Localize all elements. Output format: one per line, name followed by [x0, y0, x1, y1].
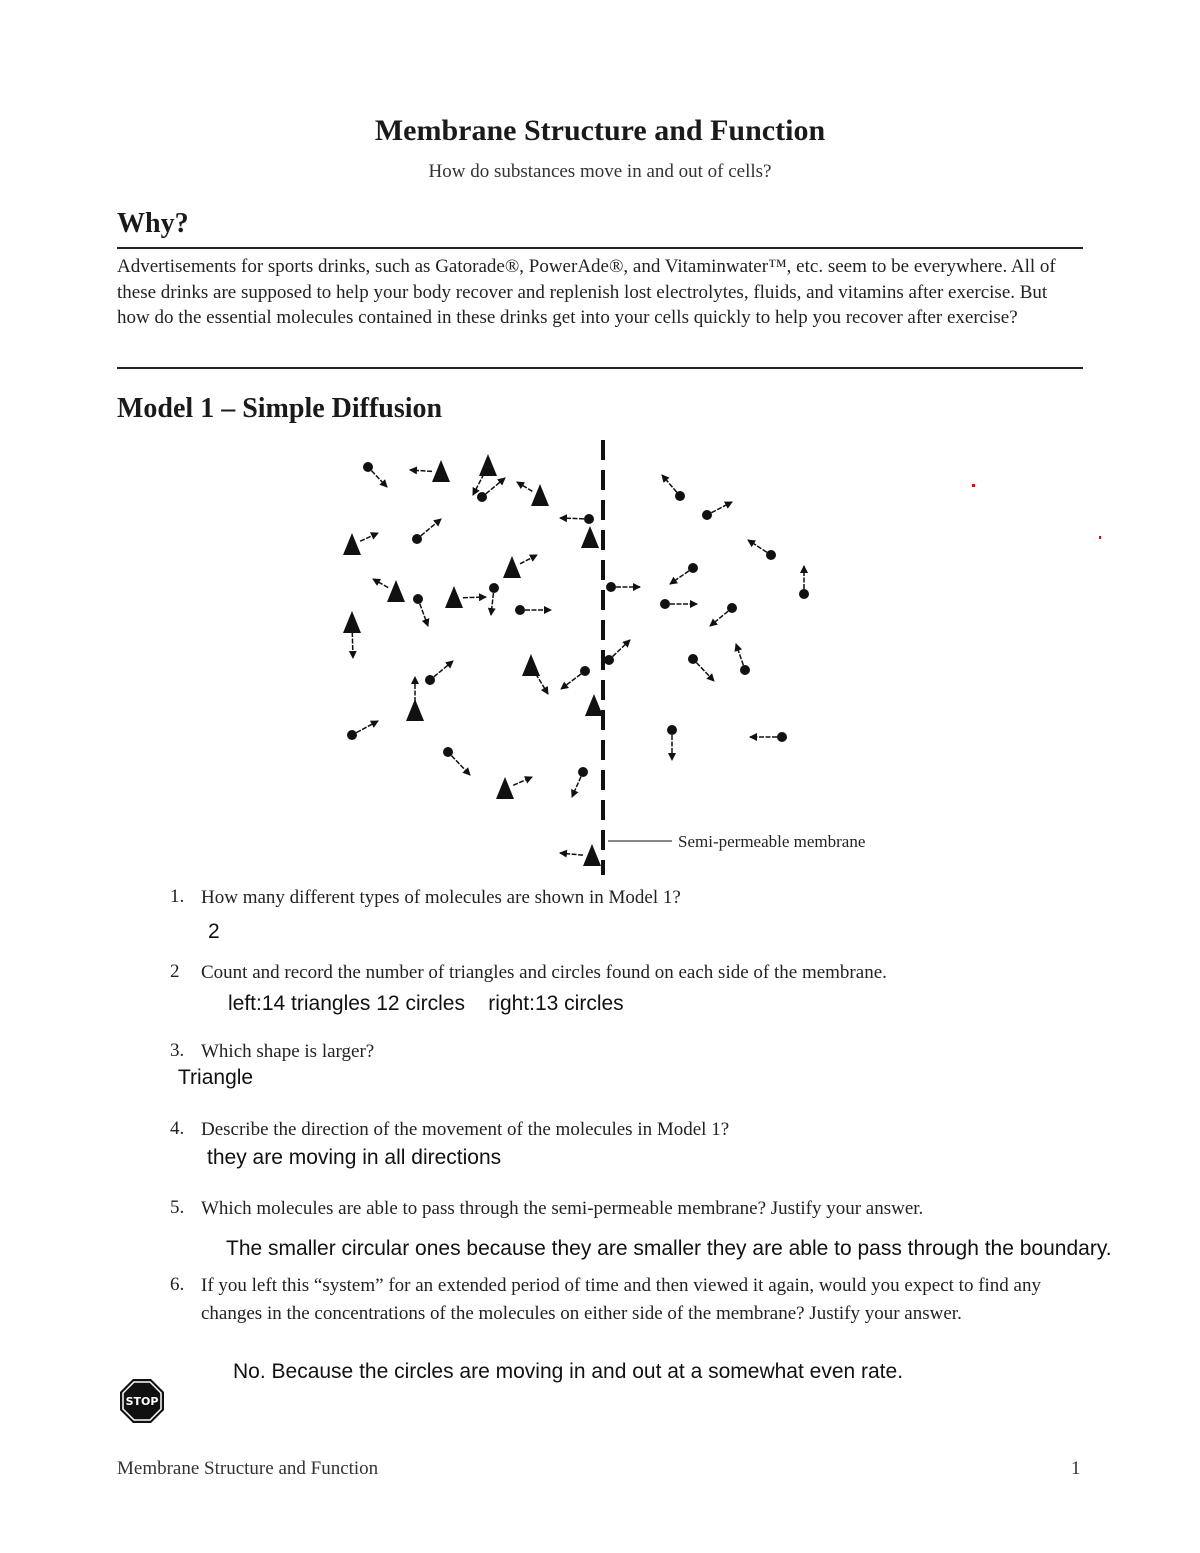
- circle-molecule: [604, 655, 614, 665]
- circle-molecule: [688, 654, 698, 664]
- movement-arrow: [613, 640, 630, 657]
- movement-arrow: [373, 579, 388, 588]
- triangle-molecule: [503, 556, 521, 578]
- question-text: If you left this “system” for an extended period of time and then viewed it again, would you expect to find any changes in the concentrations of the molecules on either side of the membrane? Justify your answer.: [201, 1275, 1041, 1324]
- answer-text[interactable]: Triangle: [178, 1066, 254, 1089]
- movement-arrow: [670, 571, 689, 584]
- question-number: 2: [170, 961, 180, 982]
- triangle-molecule: [343, 533, 361, 555]
- triangle-molecule: [581, 526, 599, 548]
- circle-molecule: [578, 767, 588, 777]
- circle-molecule: [489, 583, 499, 593]
- movement-arrow: [371, 471, 387, 487]
- movement-arrow: [520, 555, 537, 564]
- movement-arrow: [420, 604, 428, 626]
- movement-arrow: [736, 644, 743, 665]
- movement-arrow: [491, 593, 493, 615]
- page-subtitle: How do substances move in and out of cells?: [428, 161, 772, 182]
- stop-sign-icon: [119, 1378, 165, 1428]
- movement-arrow: [410, 470, 432, 471]
- circle-molecule: [740, 665, 750, 675]
- circle-molecule: [675, 491, 685, 501]
- movement-arrow: [696, 663, 714, 681]
- answer-text[interactable]: The smaller circular ones because they are smaller they are able to pass through the boundary.: [226, 1237, 1112, 1260]
- movement-arrow: [711, 502, 732, 513]
- movement-arrow: [662, 475, 677, 492]
- question-number: 5.: [170, 1197, 185, 1218]
- question-text: How many different types of molecules are shown in Model 1?: [201, 887, 681, 908]
- circle-molecule: [515, 605, 525, 615]
- question-text: Which molecules are able to pass through the semi-permeable membrane? Justify your answer.: [201, 1198, 924, 1219]
- circle-molecule: [727, 603, 737, 613]
- triangle-molecule: [531, 484, 549, 506]
- model-heading: Model 1 – Simple Diffusion: [117, 393, 443, 424]
- movement-arrow: [560, 853, 583, 855]
- red-mark: [972, 484, 975, 487]
- movement-arrow: [473, 474, 484, 495]
- question-number: 3.: [170, 1040, 185, 1061]
- question-number: 1.: [170, 886, 185, 907]
- movement-arrow: [434, 661, 453, 677]
- circle-molecule: [660, 599, 670, 609]
- circle-molecule: [702, 510, 712, 520]
- answer-text[interactable]: 2: [208, 920, 220, 943]
- movement-arrow: [463, 597, 486, 598]
- triangle-molecule: [479, 454, 497, 476]
- movement-arrow: [421, 519, 441, 536]
- why-paragraph: Advertisements for sports drinks, such as Gatorade®, PowerAde®, and Vitaminwater™, etc. seem to be everywhere. All of these drinks are supposed to help your body recover and replenish lost electrolytes, fluids, and vitamins after exercise. But how do the essential molecules contained in these drinks get into your cells quickly to help you recover after exercise?: [117, 256, 1056, 328]
- triangle-molecule: [496, 777, 514, 799]
- circle-molecule: [799, 589, 809, 599]
- question-number: 4.: [170, 1118, 185, 1139]
- question-text: Describe the direction of the movement of the molecules in Model 1?: [201, 1119, 730, 1140]
- circle-molecule: [766, 550, 776, 560]
- circle-molecule: [667, 725, 677, 735]
- circle-molecule: [412, 534, 422, 544]
- movement-arrow: [360, 533, 378, 541]
- circle-molecule: [363, 462, 373, 472]
- circle-molecule: [688, 563, 698, 573]
- triangle-molecule: [522, 654, 540, 676]
- footer-title: Membrane Structure and Function: [117, 1458, 379, 1479]
- membrane-label: Semi-permeable membrane: [678, 832, 866, 851]
- circle-molecule: [606, 582, 616, 592]
- answer-text[interactable]: they are moving in all directions: [207, 1146, 502, 1169]
- triangle-molecule: [343, 611, 361, 633]
- svg-text:STOP: STOP: [125, 1395, 159, 1408]
- circle-molecule: [580, 666, 590, 676]
- movement-arrow: [536, 674, 548, 694]
- circle-molecule: [413, 594, 423, 604]
- movement-arrow: [486, 478, 505, 494]
- why-heading: Why?: [117, 208, 189, 239]
- movement-arrow: [560, 518, 584, 519]
- triangle-molecule: [387, 580, 405, 602]
- movement-arrow: [451, 756, 470, 775]
- circle-molecule: [584, 514, 594, 524]
- movement-arrow: [572, 777, 581, 797]
- triangle-molecule: [585, 694, 603, 716]
- triangle-molecule: [432, 460, 450, 482]
- circle-molecule: [425, 675, 435, 685]
- answer-text[interactable]: No. Because the circles are moving in and out at a somewhat even rate.: [233, 1360, 904, 1383]
- red-mark: [1099, 536, 1101, 539]
- movement-arrow: [513, 777, 532, 785]
- movement-arrow: [356, 721, 378, 733]
- triangle-molecule: [445, 586, 463, 608]
- circle-molecule: [347, 730, 357, 740]
- movement-arrow: [748, 540, 767, 552]
- circle-molecule: [443, 747, 453, 757]
- movement-arrow: [561, 674, 581, 689]
- circle-molecule: [777, 732, 787, 742]
- question-text: Count and record the number of triangles and circles found on each side of the membrane.: [201, 962, 887, 983]
- movement-arrow: [352, 632, 353, 658]
- question-number: 6.: [170, 1274, 185, 1295]
- footer-page-number: 1: [1071, 1458, 1081, 1479]
- answer-text[interactable]: left:14 triangles 12 circles right:13 circles: [228, 992, 624, 1015]
- triangle-molecule: [406, 699, 424, 721]
- movement-arrow: [517, 482, 532, 491]
- page-title: Membrane Structure and Function: [374, 114, 826, 147]
- triangle-molecule: [583, 844, 601, 866]
- movement-arrow: [710, 611, 728, 626]
- question-text: Which shape is larger?: [201, 1041, 375, 1062]
- circle-molecule: [477, 492, 487, 502]
